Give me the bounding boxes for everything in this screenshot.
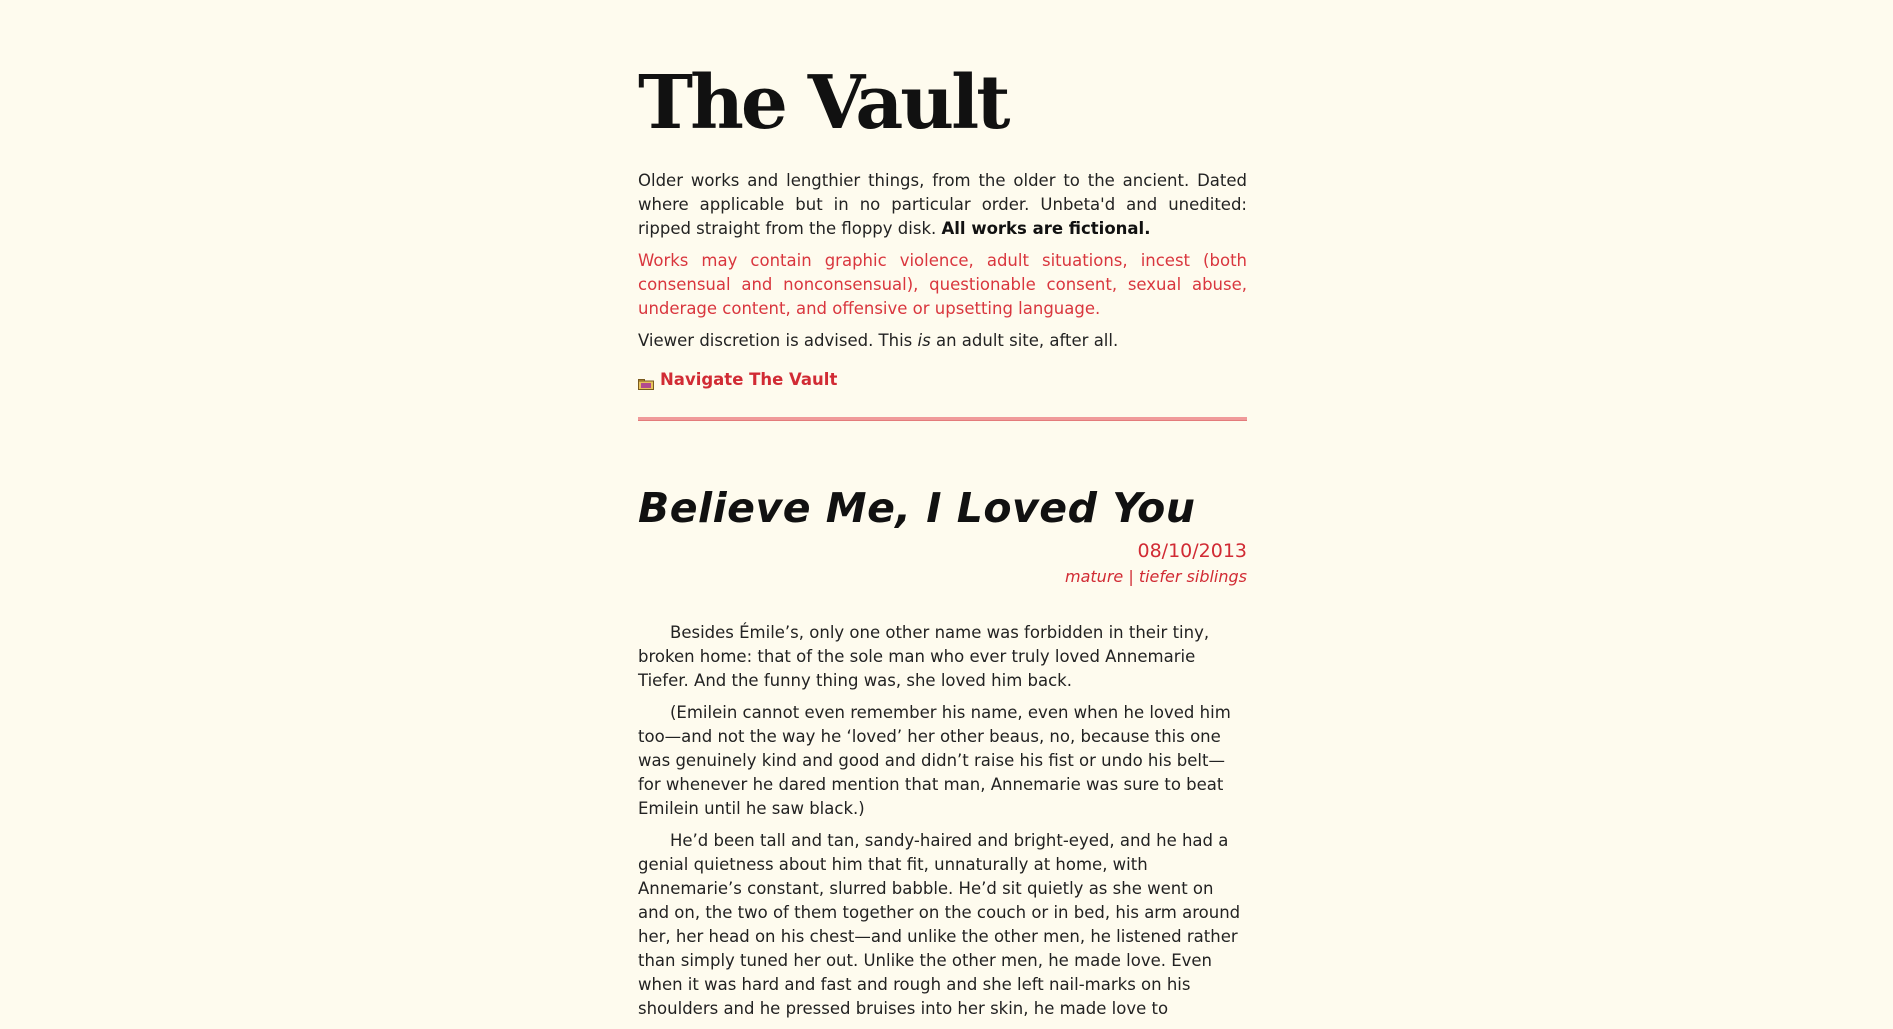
story-paragraph: (Emilein cannot even remember his name, even when he loved him too—and not the way he ‘loved’ her other beaus, no, because this one was genuinely kind and good and didn’t raise his fist or undo his belt—for whenever he dared mention that man, Annemarie was sure to beat Emilein until he saw black.) (638, 703, 1231, 818)
site-title: The Vault (638, 60, 1008, 146)
tag-tiefer-siblings[interactable]: tiefer siblings (1138, 567, 1247, 586)
story-title: Believe Me, I Loved You (638, 484, 1196, 532)
discretion-notice (638, 329, 1247, 353)
folder-icon (638, 375, 654, 387)
story-body (638, 621, 1247, 1029)
content-warning: Works may contain graphic violence, adult situations, incest (both consensual and nonconsensual), questionable consent, sexual abuse, underage content, and offensive or upsetting language. (638, 251, 1247, 318)
discretion-text-post: an adult site, after all. (930, 331, 1119, 350)
navigate-vault-link[interactable] (638, 370, 837, 389)
intro-text: Older works and lengthier things, from the older to the ancient. Dated where applicable but in no particular order. Unbeta'd and unedited: ripped straight from the floppy disk. (638, 171, 1247, 238)
story-tags (1065, 565, 1247, 589)
story-date: 08/10/2013 (1137, 540, 1247, 562)
intro-bold-note: All works are fictional. (941, 219, 1151, 238)
section-divider (638, 417, 1247, 421)
story-paragraph: He’d been tall and tan, sandy-haired and bright-eyed, and he had a genial quietness about him that fit, unnaturally at home, with Annemarie’s constant, slurred babble. He’d sit quietly as she went on and on, the two of them together on the couch or in bed, his arm around her, her head on his chest—and unlike the other men, he listened rather than simply tuned her out. Unlike the other men, he made love. Even when it was hard and fast and rough and she left nail-marks on his shoulders and he pressed bruises into her skin, he made love to (638, 831, 1241, 1018)
story-paragraph: Besides Émile’s, only one other name was forbidden in their tiny, broken home: that of the sole man who ever truly loved Annemarie Tiefer. And the funny thing was, she loved him back. (638, 623, 1210, 690)
intro-paragraph (638, 169, 1247, 241)
discretion-emphasis: is (917, 331, 931, 350)
discretion-text-pre: Viewer discretion is advised. This (638, 331, 918, 350)
navigate-vault-label: Navigate The Vault (660, 370, 838, 389)
tag-separator: | (1128, 567, 1134, 586)
tag-mature[interactable]: mature (1065, 567, 1124, 586)
